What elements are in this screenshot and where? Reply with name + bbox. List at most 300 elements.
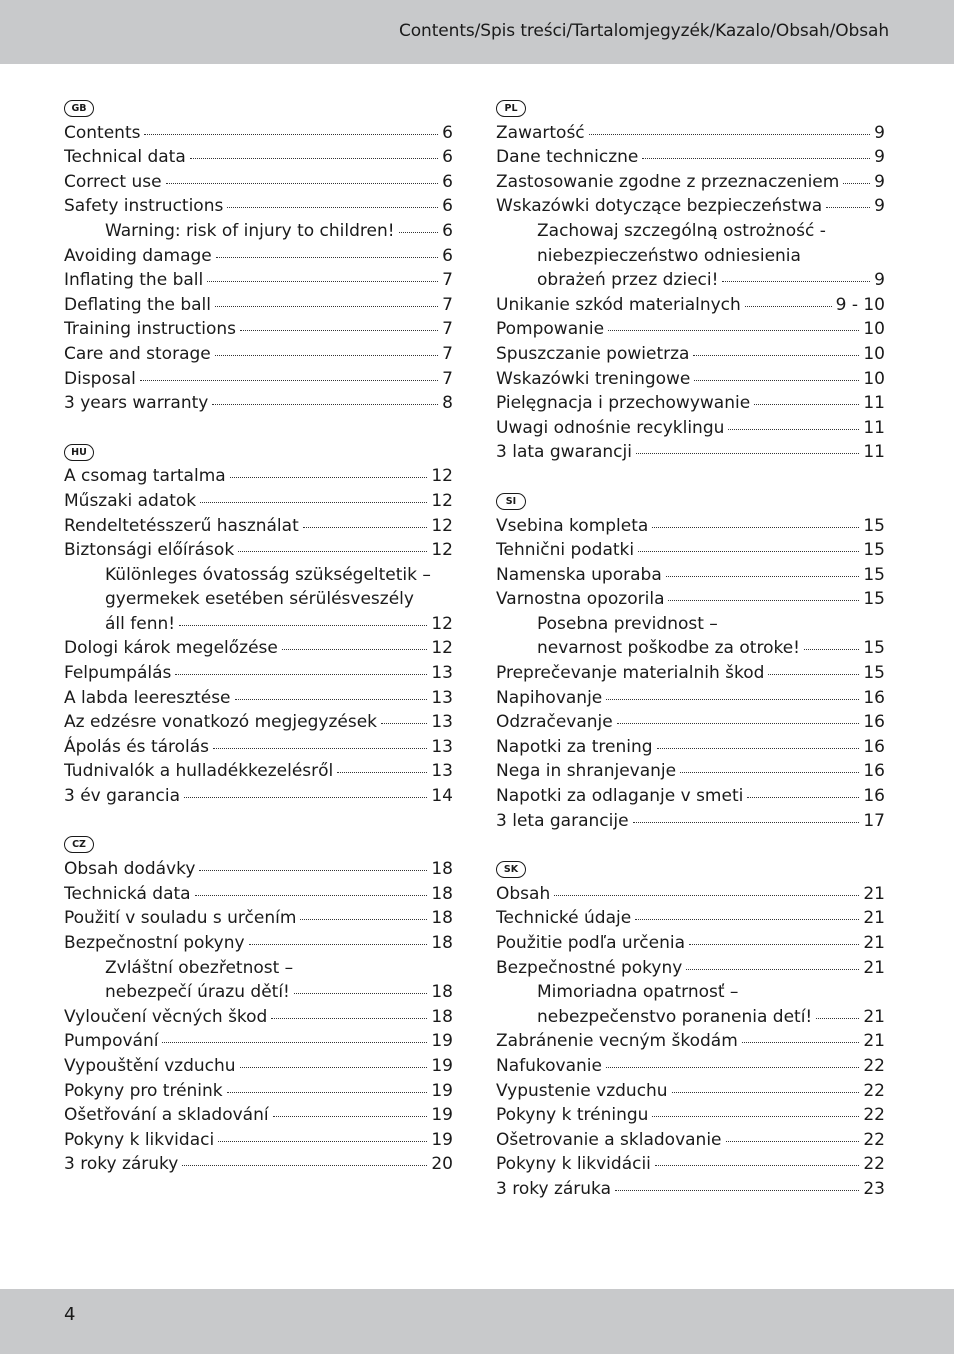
toc-entry	[496, 538, 885, 563]
toc-entry-title: Correct use	[64, 171, 162, 192]
toc-entry-list	[496, 514, 885, 834]
toc-entry	[496, 317, 885, 342]
dot-leader	[140, 380, 438, 381]
toc-entry-page: 6	[442, 220, 453, 241]
toc-entry-title: Training instructions	[64, 319, 237, 340]
toc-entry-title: Pumpování	[64, 1031, 159, 1052]
toc-entry-title: Napotki za odlaganje v smeti	[496, 786, 744, 807]
dot-leader	[689, 944, 859, 945]
language-badge-row	[496, 489, 885, 514]
toc-entry-page: 21	[863, 908, 885, 929]
toc-entry-page: 22	[863, 1129, 885, 1150]
toc-entry-page: 9 - 10	[835, 294, 885, 315]
toc-entry	[64, 170, 453, 195]
dot-leader	[294, 993, 427, 994]
toc-section-hu	[64, 440, 453, 809]
language-badge: CZ	[64, 836, 94, 853]
toc-entry-page: 7	[442, 368, 453, 389]
toc-entry-title: 3 years warranty	[64, 393, 209, 414]
toc-entry-page: 10	[863, 368, 885, 389]
toc-entry	[64, 464, 453, 489]
toc-entry-title: Wskazówki treningowe	[496, 368, 691, 389]
dot-leader	[240, 1067, 428, 1068]
toc-entry-page: 9	[874, 270, 885, 291]
toc-entry	[496, 391, 885, 416]
dot-leader	[227, 207, 438, 208]
toc-entry-title: Pompowanie	[496, 319, 605, 340]
dot-leader	[816, 1018, 859, 1019]
toc-entry-title: Biztonsági előírások	[64, 540, 235, 561]
toc-entry	[64, 612, 453, 637]
language-badge: SI	[496, 493, 526, 510]
toc-entry-title: Posebna previdnost –	[537, 613, 718, 634]
toc-entry-list	[64, 121, 453, 416]
dot-leader	[636, 453, 859, 454]
toc-entry	[64, 1103, 453, 1128]
toc-entry-page: 19	[431, 1031, 453, 1052]
dot-leader	[642, 158, 870, 159]
toc-entry	[496, 194, 885, 219]
toc-entry	[496, 1177, 885, 1202]
toc-entry-title: Ošetřování a skladování	[64, 1105, 269, 1126]
toc-entry-page: 9	[874, 122, 885, 143]
toc-entry-page: 6	[442, 122, 453, 143]
language-badge: HU	[64, 444, 94, 461]
dot-leader	[680, 772, 859, 773]
toc-entry-page: 15	[863, 515, 885, 536]
toc-entry	[496, 759, 885, 784]
toc-entry	[496, 268, 885, 293]
dot-leader	[554, 895, 859, 896]
toc-entry	[496, 587, 885, 612]
toc-entry-title: Warning: risk of injury to children!	[105, 220, 395, 241]
toc-entry	[64, 784, 453, 809]
dot-leader	[768, 674, 859, 675]
toc-entry-page: 10	[863, 319, 885, 340]
toc-entry	[496, 367, 885, 392]
toc-entry	[496, 661, 885, 686]
toc-column-right	[496, 96, 885, 1226]
toc-entry-page: 18	[431, 908, 453, 929]
toc-entry-page: 19	[431, 1129, 453, 1150]
dot-leader	[652, 527, 859, 528]
toc-entry-title: áll fenn!	[105, 613, 176, 634]
toc-entry	[64, 710, 453, 735]
dot-leader	[672, 1092, 860, 1093]
toc-entry-title: Bezpečnostné pokyny	[496, 957, 683, 978]
dot-leader	[617, 723, 860, 724]
toc-entry	[64, 121, 453, 146]
toc-entry-title: Különleges óvatosság szükségeltetik –	[105, 564, 431, 585]
toc-entry-list	[496, 882, 885, 1202]
toc-entry-page: 7	[442, 343, 453, 364]
toc-entry	[496, 1103, 885, 1128]
dot-leader	[166, 183, 439, 184]
dot-leader	[745, 306, 832, 307]
dot-leader	[218, 1141, 427, 1142]
toc-entry	[496, 170, 885, 195]
toc-entry	[496, 244, 885, 269]
dot-leader	[638, 551, 859, 552]
toc-entry-title: Použití v souladu s určením	[64, 908, 297, 929]
dot-leader	[303, 527, 428, 528]
toc-entry-title: Care and storage	[64, 343, 211, 364]
toc-entry	[64, 857, 453, 882]
toc-entry-title: 3 leta garancije	[496, 810, 629, 831]
toc-entry	[64, 980, 453, 1005]
toc-entry	[496, 1079, 885, 1104]
toc-entry-page: 12	[431, 613, 453, 634]
toc-entry	[64, 686, 453, 711]
toc-entry-page: 22	[863, 1105, 885, 1126]
toc-entry-page: 15	[863, 540, 885, 561]
toc-section-cz	[64, 833, 453, 1177]
toc-entry-title: niebezpieczeństwo odniesienia	[537, 245, 801, 266]
toc-entry	[64, 1029, 453, 1054]
toc-entry-page: 11	[863, 442, 885, 463]
toc-entry	[64, 956, 453, 981]
toc-entry-title: Az edzésre vonatkozó megjegyzések	[64, 712, 377, 733]
dot-leader	[200, 502, 427, 503]
toc-entry-title: nebezpečí úrazu dětí!	[105, 982, 290, 1003]
toc-entry-page: 13	[431, 736, 453, 757]
toc-entry	[496, 931, 885, 956]
toc-entry-title: Tehnični podatki	[496, 540, 635, 561]
toc-entry-title: Pokyny pro trénink	[64, 1080, 223, 1101]
dot-leader	[615, 1190, 859, 1191]
dot-leader	[182, 1165, 427, 1166]
toc-entry-page: 7	[442, 270, 453, 291]
dot-leader	[694, 380, 859, 381]
toc-entry-title: Nega in shranjevanje	[496, 761, 677, 782]
toc-entry-page: 21	[863, 883, 885, 904]
dot-leader	[238, 551, 427, 552]
toc-entry-title: gyermekek esetében sérülésveszély	[105, 589, 414, 610]
toc-entry-page: 13	[431, 663, 453, 684]
toc-entry-title: 3 roky záruka	[496, 1178, 612, 1199]
toc-entry	[496, 735, 885, 760]
toc-entry	[64, 1054, 453, 1079]
toc-entry	[496, 1152, 885, 1177]
dot-leader	[608, 330, 859, 331]
dot-leader	[693, 355, 859, 356]
toc-entry	[496, 612, 885, 637]
toc-entry-title: Spuszczanie powietrza	[496, 343, 690, 364]
toc-entry-title: Unikanie szkód materialnych	[496, 294, 741, 315]
dot-leader	[216, 257, 438, 258]
toc-entry	[64, 906, 453, 931]
toc-entry-page: 12	[431, 466, 453, 487]
toc-entry-page: 6	[442, 245, 453, 266]
toc-entry-title: Pokyny k likvidaci	[64, 1129, 215, 1150]
toc-entry-title: Vypouštění vzduchu	[64, 1055, 236, 1076]
toc-entry-page: 13	[431, 761, 453, 782]
toc-entry-page: 9	[874, 147, 885, 168]
toc-entry	[496, 416, 885, 441]
toc-entry-title: Contents	[64, 122, 141, 143]
toc-entry	[496, 1128, 885, 1153]
toc-entry	[64, 882, 453, 907]
toc-entry-list	[64, 464, 453, 808]
toc-entry-title: Pokyny k tréningu	[496, 1105, 649, 1126]
toc-entry	[64, 145, 453, 170]
dot-leader	[271, 1018, 427, 1019]
toc-entry-page: 16	[863, 687, 885, 708]
dot-leader	[227, 1092, 428, 1093]
toc-entry-title: Rendeltetésszerű használat	[64, 515, 299, 536]
dot-leader	[179, 625, 427, 626]
toc-entry	[496, 956, 885, 981]
dot-leader	[249, 944, 428, 945]
toc-entry	[496, 809, 885, 834]
toc-entry	[64, 489, 453, 514]
toc-entry-title: Safety instructions	[64, 196, 224, 217]
toc-entry-title: 3 roky záruky	[64, 1154, 179, 1175]
toc-entry-page: 6	[442, 171, 453, 192]
toc-entry-page: 15	[863, 638, 885, 659]
toc-entry-page: 7	[442, 319, 453, 340]
toc-entry	[496, 121, 885, 146]
toc-entry-title: Dologi károk megelőzése	[64, 638, 278, 659]
toc-entry-title: Napotki za trening	[496, 736, 653, 757]
toc-entry	[496, 563, 885, 588]
language-badge: PL	[496, 100, 526, 117]
dot-leader	[606, 699, 859, 700]
dot-leader	[722, 281, 870, 282]
toc-entry	[64, 219, 453, 244]
toc-entry-title: Pielęgnacja i przechowywanie	[496, 393, 751, 414]
toc-entry	[64, 268, 453, 293]
toc-entry	[64, 1005, 453, 1030]
dot-leader	[215, 306, 438, 307]
toc-entry-title: Dane techniczne	[496, 147, 639, 168]
dot-leader	[240, 330, 438, 331]
toc-entry-title: Ošetrovanie a skladovanie	[496, 1129, 722, 1150]
toc-entry	[496, 1029, 885, 1054]
toc-entry-page: 22	[863, 1055, 885, 1076]
toc-entry-page: 21	[863, 957, 885, 978]
toc-entry	[496, 980, 885, 1005]
toc-entry-title: nevarnost poškodbe za otroke!	[537, 638, 800, 659]
dot-leader	[175, 674, 427, 675]
toc-entry-title: Technické údaje	[496, 908, 632, 929]
toc-entry	[64, 317, 453, 342]
dot-leader	[230, 477, 428, 478]
toc-entry	[64, 587, 453, 612]
toc-entry	[64, 661, 453, 686]
toc-entry	[496, 882, 885, 907]
toc-entry	[496, 784, 885, 809]
toc-entry	[64, 1079, 453, 1104]
toc-entry-page: 19	[431, 1080, 453, 1101]
toc-entry-list	[496, 121, 885, 465]
dot-leader	[207, 281, 438, 282]
toc-entry-page: 15	[863, 564, 885, 585]
page-footer	[0, 1289, 954, 1354]
dot-leader	[337, 772, 427, 773]
dot-leader	[652, 1116, 859, 1117]
toc-entry-page: 20	[431, 1154, 453, 1175]
toc-entry-title: Mimoriadna opatrnosť –	[537, 982, 739, 1003]
toc-entry-title: A labda leeresztése	[64, 687, 231, 708]
language-badge: SK	[496, 861, 526, 878]
dot-leader	[666, 576, 860, 577]
dot-leader	[754, 404, 859, 405]
toc-entry-page: 12	[431, 515, 453, 536]
toc-entry	[64, 636, 453, 661]
dot-leader	[212, 404, 438, 405]
toc-entry-page: 23	[863, 1178, 885, 1199]
toc-entry	[64, 194, 453, 219]
toc-entry-page: 18	[431, 883, 453, 904]
dot-leader	[589, 134, 871, 135]
toc-entry	[496, 636, 885, 661]
toc-entry-page: 9	[874, 196, 885, 217]
toc-entry-title: Műszaki adatok	[64, 490, 197, 511]
toc-entry-page: 16	[863, 712, 885, 733]
toc-entry-page: 11	[863, 393, 885, 414]
dot-leader	[728, 429, 859, 430]
dot-leader	[235, 699, 428, 700]
dot-leader	[190, 158, 438, 159]
toc-entry-page: 12	[431, 638, 453, 659]
toc-entry	[496, 145, 885, 170]
toc-entry-title: Vyloučení věcných škod	[64, 1006, 268, 1027]
toc-entry-title: Vypustenie vzduchu	[496, 1080, 668, 1101]
dot-leader	[273, 1116, 428, 1117]
language-badge-row	[64, 440, 453, 465]
toc-section-gb	[64, 96, 453, 416]
toc-entry	[64, 563, 453, 588]
dot-leader	[747, 797, 859, 798]
toc-entry-page: 9	[874, 171, 885, 192]
toc-entry-page: 16	[863, 786, 885, 807]
dot-leader	[804, 649, 859, 650]
dot-leader	[199, 870, 427, 871]
toc-entry-title: Varnostna opozorila	[496, 589, 665, 610]
toc-entry	[496, 293, 885, 318]
toc-entry	[496, 440, 885, 465]
language-badge: GB	[64, 100, 94, 117]
toc-entry-page: 13	[431, 712, 453, 733]
dot-leader	[606, 1067, 859, 1068]
toc-column-left	[64, 96, 453, 1201]
toc-entry-page: 6	[442, 196, 453, 217]
toc-entry-title: Nafukovanie	[496, 1055, 602, 1076]
dot-leader	[686, 969, 859, 970]
dot-leader	[657, 748, 860, 749]
dot-leader	[826, 207, 870, 208]
toc-section-si	[496, 489, 885, 833]
toc-entry-title: obrażeń przez dzieci!	[537, 270, 719, 291]
toc-entry-title: Zachowaj szczególną ostrożność -	[537, 220, 826, 241]
toc-entry-title: Avoiding damage	[64, 245, 212, 266]
toc-entry-title: A csomag tartalma	[64, 466, 226, 487]
toc-entry-page: 15	[863, 663, 885, 684]
toc-entry-page: 14	[431, 786, 453, 807]
toc-entry	[64, 342, 453, 367]
toc-entry-title: 3 lata gwarancji	[496, 442, 632, 463]
dot-leader	[195, 895, 428, 896]
page-header	[0, 0, 954, 64]
toc-entry-page: 12	[431, 540, 453, 561]
toc-section-sk	[496, 857, 885, 1201]
toc-entry-page: 21	[863, 1006, 885, 1027]
toc-entry-title: Tudnivalók a hulladékkezelésről	[64, 761, 334, 782]
toc-entry-title: Odzračevanje	[496, 712, 613, 733]
dot-leader	[633, 822, 860, 823]
toc-entry	[496, 710, 885, 735]
language-badge-row	[64, 833, 453, 858]
dot-leader	[213, 748, 427, 749]
toc-entry	[64, 514, 453, 539]
toc-entry-page: 22	[863, 1154, 885, 1175]
toc-entry-page: 18	[431, 982, 453, 1003]
toc-entry-page: 21	[863, 933, 885, 953]
toc-entry	[64, 1152, 453, 1177]
toc-entry	[496, 686, 885, 711]
toc-entry	[496, 342, 885, 367]
dot-leader	[742, 1042, 860, 1043]
toc-entry-title: Ápolás és tárolás	[64, 736, 210, 757]
toc-entry	[64, 735, 453, 760]
toc-entry-page: 10	[863, 343, 885, 364]
toc-entry	[496, 1054, 885, 1079]
toc-entry-title: Namenska uporaba	[496, 564, 662, 585]
toc-entry-title: Felpumpálás	[64, 663, 172, 684]
toc-entry-page: 21	[863, 1031, 885, 1052]
toc-entry-page: 18	[431, 859, 453, 880]
dot-leader	[668, 600, 859, 601]
toc-entry	[64, 391, 453, 416]
page-number: 4	[64, 1304, 76, 1325]
dot-leader	[399, 232, 439, 233]
toc-entry-list	[64, 857, 453, 1177]
language-badge-row	[496, 96, 885, 121]
toc-entry-title: Preprečevanje materialnih škod	[496, 663, 765, 684]
toc-entry	[496, 1005, 885, 1030]
toc-entry-title: Inflating the ball	[64, 270, 204, 291]
toc-entry-title: Bezpečnostní pokyny	[64, 933, 245, 953]
toc-entry	[64, 293, 453, 318]
toc-entry-title: Zastosowanie zgodne z przeznaczeniem	[496, 171, 840, 192]
toc-entry-title: 3 év garancia	[64, 786, 181, 807]
toc-entry	[496, 514, 885, 539]
toc-entry-page: 13	[431, 687, 453, 708]
header-title: Contents/Spis treści/Tartalomjegyzék/Kazalo/Obsah/Obsah	[398, 21, 889, 41]
toc-entry-page: 7	[442, 294, 453, 315]
toc-entry-title: Obsah dodávky	[64, 859, 196, 880]
toc-entry-page: 6	[442, 147, 453, 168]
toc-entry-title: Technical data	[64, 147, 186, 168]
toc-entry	[64, 538, 453, 563]
toc-entry	[496, 219, 885, 244]
toc-entry-page: 8	[442, 393, 453, 414]
dot-leader	[381, 723, 427, 724]
toc-entry-page: 22	[863, 1080, 885, 1101]
toc-entry-title: Zvláštní obezřetnost –	[105, 957, 294, 978]
toc-entry-page: 18	[431, 1006, 453, 1027]
toc-entry-page: 17	[863, 810, 885, 831]
toc-entry	[496, 906, 885, 931]
toc-entry-title: Wskazówki dotyczące bezpieczeństwa	[496, 196, 823, 217]
toc-entry-title: Obsah	[496, 883, 551, 904]
language-badge-row	[496, 857, 885, 882]
toc-entry-page: 11	[863, 417, 885, 438]
toc-section-pl	[496, 96, 885, 465]
toc-entry-title: Technická data	[64, 883, 191, 904]
dot-leader	[300, 919, 427, 920]
